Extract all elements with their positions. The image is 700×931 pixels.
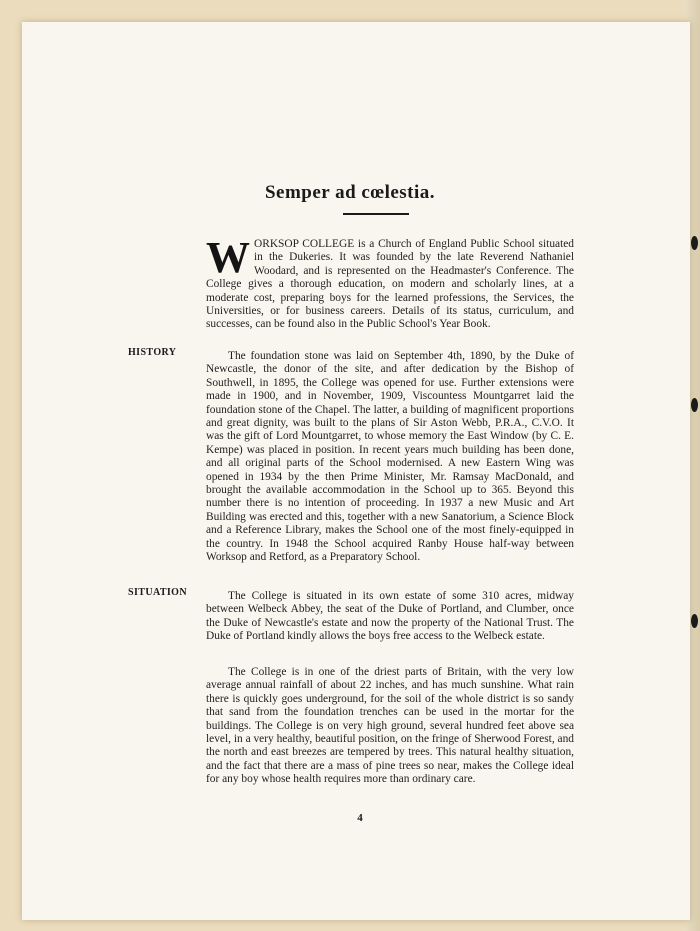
binding-hole: [691, 614, 698, 628]
situation-section-continued: [206, 666, 574, 787]
history-heading: HISTORY: [128, 347, 177, 358]
intro-text: ORKSOP COLLEGE is a Church of England Public School situated in the Dukeries. It was founded by the late Reverend Nathaniel Woodard, and is represented on the Headmaster's Conference. The College gives a thorough education, on modern and scholarly lines, at a moderate cost, preparing boys for the learned professions, the Services, the Universities, or for business careers. Details of its status, curriculum, and successes, can be found also in the Public School's Year Book.: [206, 238, 574, 331]
page-number: 4: [357, 812, 363, 824]
situation-paragraph-2: The College is in one of the driest parts of Britain, with the very low average annual rainfall of about 22 inches, and has much sunshine. What rain there is quickly goes underground, for the soil of the whole district is so sandy that sand from the foundation trenches can be used in the mortar for the buildings. The College is on very high ground, several hundred feet above sea level, in a very healthy, beautiful position, on the fringe of Sherwood Forest, and the north and east breezes are tempered by trees. This natural healthy situation, and the fact that there are a mass of pine trees so near, makes the College ideal for any boy whose health requires more than ordinary care.: [206, 666, 574, 786]
binding-hole: [691, 398, 698, 412]
situation-heading: SITUATION: [128, 587, 187, 598]
motto-heading: Semper ad cœlestia.: [264, 182, 436, 203]
situation-section: [206, 590, 574, 644]
drop-cap: W: [206, 233, 250, 282]
history-section: [206, 350, 574, 565]
situation-paragraph-1: The College is situated in its own estate of some 310 acres, midway between Welbeck Abbey, the seat of the Duke of Portland, and Clumber, once the Duke of Newcastle's estate and now the property of the National Trust. The Duke of Portland kindly allows the boys free access to the Welbeck estate.: [206, 590, 574, 643]
history-paragraph: The foundation stone was laid on September 4th, 1890, by the Duke of Newcastle, the donor of the site, and after dedication by the Bishop of Southwell, in 1895, the College was opened for use. Further extensions were made in 1900, and in November, 1909, Viscountess Mountgarret laid the foundation stone of the Chapel. The latter, a building of magnificent proportions and great dignity, was built to the plans of Sir Aston Webb, P.R.A., C.V.O. It was the gift of Lord Mountgarret, to whose memory the East Window (by C. E. Kempe) was placed in position. In recent years much building has been done, and all original parts of the School modernised. A new Eastern Wing was opened in 1934 by the then Prime Minister, Mr. Ramsay MacDonald, and brought the available accommodation in the School up to 365. Beyond this number there is no intention of proceeding. In 1937 a new Music and Art Building was erected and this, together with a new Sanatorium, a Science Block and a Reference Library, makes the School one of the most finely-equipped in the country. In 1948 the School acquired Ranby House half-way between Worksop and Retford, as a Preparatory School.: [206, 350, 574, 564]
binding-hole: [691, 236, 698, 250]
motto-underline: [343, 213, 409, 215]
intro-paragraph: [206, 233, 574, 332]
